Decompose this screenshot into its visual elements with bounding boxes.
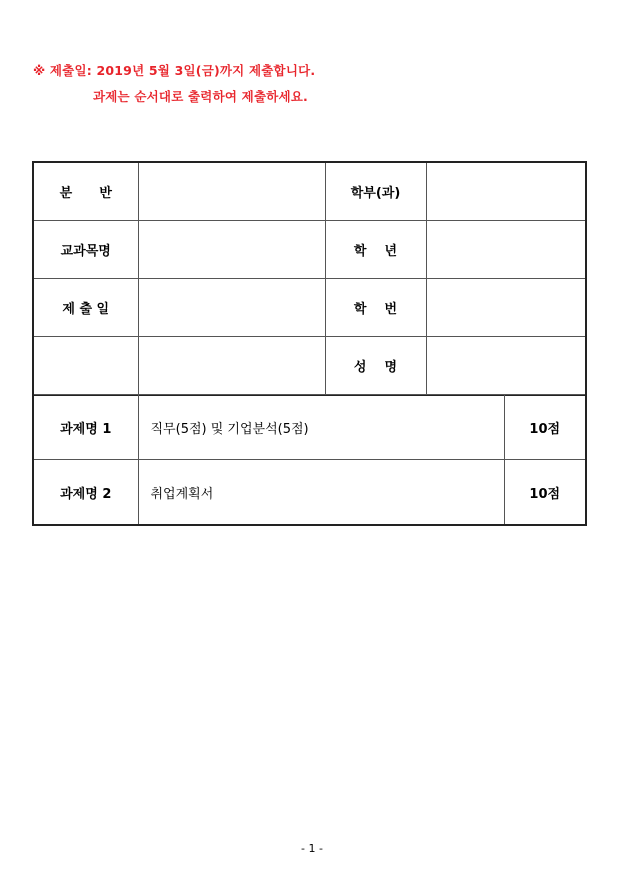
blank-label [33,337,138,396]
page-number: - 1 - [301,842,323,855]
name-label: 성 명 [325,337,426,396]
assignment-row [33,460,586,526]
year-field[interactable] [426,221,586,279]
department-field[interactable] [426,162,586,221]
assignment-table [32,394,587,526]
year-label: 학 년 [325,221,426,279]
class-label: 분 반 [33,162,138,221]
info-row-name [33,337,586,396]
assignment-label: 과제명 2 [33,460,138,526]
assignment-row [33,395,586,460]
submission-date-label: 제 출 일 [33,279,138,337]
name-field[interactable] [426,337,586,396]
info-row-date [33,279,586,337]
student-info-table [32,161,587,396]
info-row-class [33,162,586,221]
course-field[interactable] [138,221,325,279]
assignment-score: 10점 [504,460,586,526]
info-row-course [33,221,586,279]
submission-date-field[interactable] [138,279,325,337]
submission-deadline-notice: ※ 제출일: 2019년 5월 3일(금)까지 제출합니다. [33,63,316,78]
blank-field[interactable] [138,337,325,396]
assignment-title: 취업계획서 [138,460,504,526]
department-label: 학부(과) [325,162,426,221]
course-label: 교과목명 [33,221,138,279]
student-id-field[interactable] [426,279,586,337]
print-order-notice: 과제는 순서대로 출력하여 제출하세요. [93,89,309,104]
assignment-score: 10점 [504,395,586,460]
class-field[interactable] [138,162,325,221]
student-id-label: 학 번 [325,279,426,337]
assignment-title: 직무(5점) 및 기업분석(5점) [138,395,504,460]
assignment-label: 과제명 1 [33,395,138,460]
